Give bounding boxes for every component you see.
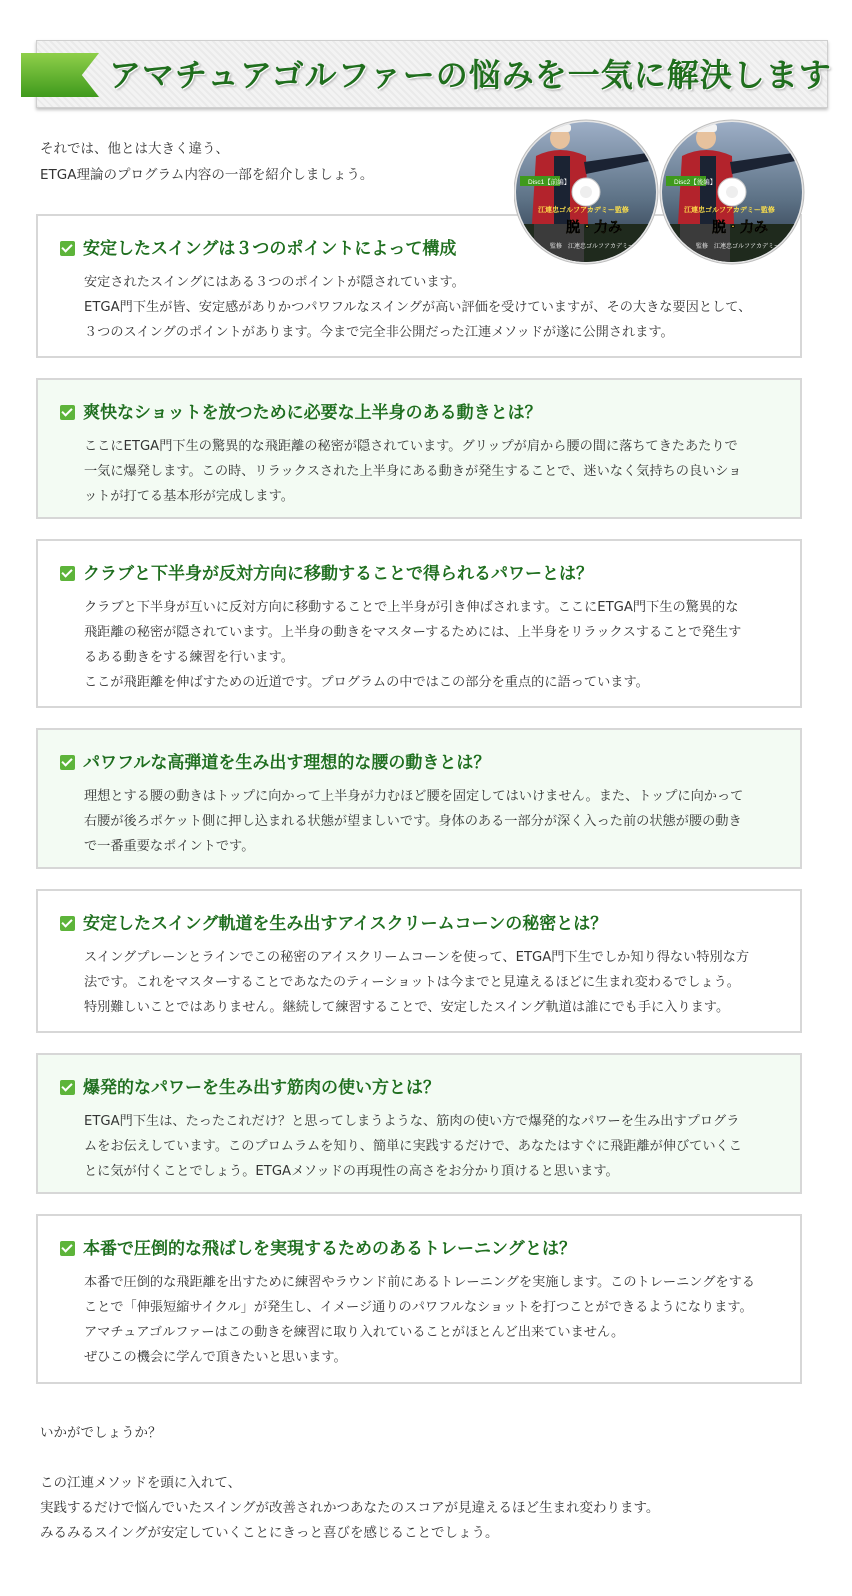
disc-title: 脱・力み — [712, 219, 768, 235]
disc-academy: 江連忠ゴルフアカデミー監修 — [538, 207, 629, 214]
section-box-2 — [36, 378, 802, 519]
disc-label: Disc1【前編】 — [528, 179, 571, 186]
section-title: 爽快なショットを放つために必要な上半身のある動きとは？ — [60, 402, 542, 424]
section-title: 本番で圧倒的な飛ばしを実現するためのあるトレーニングとは？ — [60, 1238, 576, 1260]
section-body: スイングプレーンとラインでこの秘密のアイスクリームコーンを使って、ETGA門下生でしか知り得ない特別な方 法です。これをマスターすることであなたのティーショットは今までと見違えるほどに生まれ変わるでしょう。 特別難しいことではありません。継続して練習することで、安定したスイング軌道は誰にでも手に入ります。 — [84, 950, 750, 1015]
section-body: 理想とする腰の動きはトップに向かって上半身が力むほど腰を固定してはいけません。また、トップに向かって 右腰が後ろポケット側に押し込まれる状態が望ましいです。身体のある一部分が深く入った前の状態が腰の動き で一番重要なポイントです。 — [84, 789, 744, 854]
checkbox-icon — [60, 916, 75, 931]
section-header-banner — [36, 40, 832, 108]
section-box-7 — [36, 1214, 802, 1384]
disc-supervision: 監修 江連忠ゴルフアカデミー — [550, 244, 634, 250]
section-box-6 — [36, 1053, 802, 1194]
section-body: クラブと下半身が互いに反対方向に移動することで上半身が引き伸ばされます。ここにETGA門下生の驚異的な 飛距離の秘密が隠されています。上半身の動きをマスターするためには、上半身をリラックスすることで発生す るある動きをする練習を行います。 ここが飛距離を伸ばすための近道です。プログラムの中ではこの部分を重点的に語っています。 — [84, 600, 742, 690]
disc-label: Disc2【後編】 — [674, 179, 717, 186]
section-body: 本番で圧倒的な飛距離を出すために練習やラウンド前にあるトレーニングを実施します。このトレーニングをする ことで「伸張短縮サイクル」が発生し、イメージ通りのパワフルなショットを打つことができるようになります。 アマチュアゴルファーはこの動きを練習に取り入れていることがほとんど出来ていません。 ぜひこの機会に学んで頂きたいと思います。 — [84, 1275, 755, 1365]
intro-line: それでは、他とは大きく違う、 — [40, 141, 229, 157]
checkbox-icon — [60, 405, 75, 420]
outro-line: 実践するだけで悩んでいたスイングが改善されかつあなたのスコアが見違えるほど生まれ変わります。 — [40, 1500, 660, 1516]
checkbox-icon — [60, 755, 75, 770]
section-body: ETGA門下生は、たったこれだけ？と思ってしまうような、筋肉の使い方で爆発的なパワーを生み出すプログラ ムをお伝えしています。このプロムラムを知り、簡単に実践するだけで、あなたはすぐに飛距離が伸びていくこ とに気が付くことでしょう。ETGAメソッドの再現性の高さをお分かり頂けると思います。 — [84, 1114, 742, 1179]
section-title: 安定したスイングは３つのポイントによって構成 — [60, 238, 456, 260]
disc-academy: 江連忠ゴルフアカデミー監修 — [684, 207, 775, 214]
section-box-5 — [36, 889, 802, 1033]
outro-line: この江連メソッドを頭に入れて、 — [40, 1475, 242, 1491]
disc-title: 脱・力み — [566, 219, 622, 235]
dvd-discs-image — [514, 112, 814, 272]
outro-text — [40, 1421, 659, 1546]
checkbox-icon — [60, 241, 75, 256]
green-ribbon-icon — [21, 53, 99, 97]
section-title: 安定したスイング軌道を生み出すアイスクリームコーンの秘密とは？ — [60, 913, 607, 935]
section-body: 安定されたスイングにはある３つのポイントが隠されています。 ETGA門下生が皆、安定感がありかつパワフルなスイングが高い評価を受けていますが、その大きな要因として、 ３つのスイングのポイントがあります。今まで完全非公開だった江連メソッドが遂に公開されます。 — [84, 275, 752, 340]
section-title: 爆発的なパワーを生み出す筋肉の使い方とは？ — [60, 1077, 440, 1099]
section-body: ここにETGA門下生の驚異的な飛距離の秘密が隠されています。グリップが肩から腰の間に落ちてきたあたりで 一気に爆発します。この時、リラックスされた上半身にある動きが発生することで、迷いなく気持ちの良いショ ットが打てる基本形が完成します。 — [84, 439, 742, 504]
outro-line: みるみるスイングが安定していくことにきっと喜びを感じることでしょう。 — [40, 1525, 499, 1541]
dvd-disc-2 — [660, 120, 804, 264]
intro-text — [40, 136, 373, 188]
outro-question: いかがでしょうか？ — [40, 1425, 162, 1441]
section-title: クラブと下半身が反対方向に移動することで得られるパワーとは？ — [60, 563, 593, 585]
checkbox-icon — [60, 566, 75, 581]
page-title: アマチュアゴルファーの悩みを一気に解決します — [109, 56, 832, 94]
section-title: パワフルな高弾道を生み出す理想的な腰の動きとは？ — [60, 752, 490, 774]
section-box-4 — [36, 728, 802, 869]
intro-line: ETGA理論のプログラム内容の一部を紹介しましょう。 — [40, 167, 374, 183]
section-box-3 — [36, 539, 802, 708]
checkbox-icon — [60, 1080, 75, 1095]
dvd-disc-1 — [514, 120, 658, 264]
disc-supervision: 監修 江連忠ゴルフアカデミー — [696, 244, 780, 250]
checkbox-icon — [60, 1241, 75, 1256]
